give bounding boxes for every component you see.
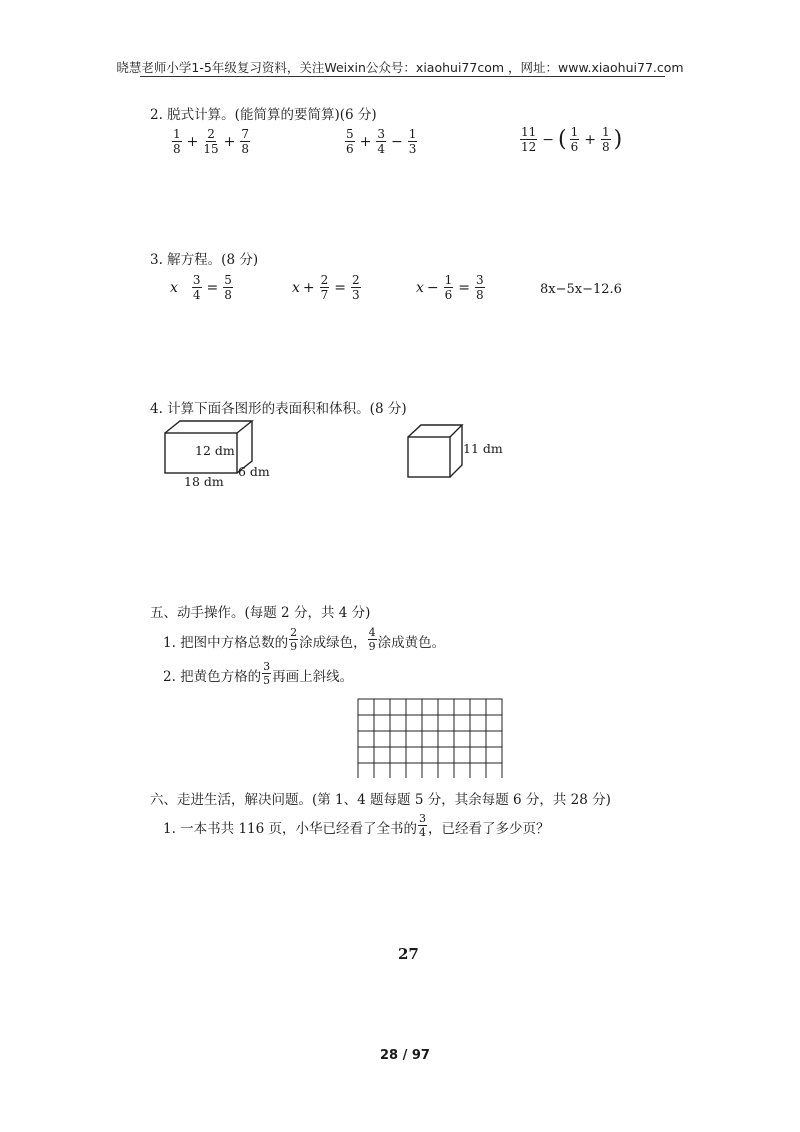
q3-eq-1: x $\frac{3}{4}$ = $\frac{5}{8}$ — [170, 273, 232, 302]
cuboid-length-label: 18 dm — [184, 474, 224, 489]
fraction: $\frac{5}{8}$ — [224, 273, 232, 302]
grid-cell[interactable] — [454, 699, 470, 715]
grid-cell[interactable] — [390, 699, 406, 715]
s5-item-2: 2. 把黄色方格的 $\frac{3}{5}$ 再画上斜线。 — [163, 660, 354, 687]
square-grid[interactable] — [357, 698, 505, 778]
s5-title: 五、动手操作。(每题 2 分，共 4 分) — [150, 605, 371, 621]
fraction: $\frac{1}{8}$ — [601, 125, 610, 154]
grid-cell[interactable] — [486, 747, 502, 763]
grid-cell[interactable] — [374, 747, 390, 763]
grid-cell[interactable] — [358, 699, 374, 715]
page-footer: 28 / 97 — [380, 1048, 430, 1063]
grid-cell[interactable] — [422, 763, 438, 778]
q2-title: 2. 脱式计算。(能简算的要简算)(6 分) — [150, 107, 377, 123]
grid-cell[interactable] — [406, 747, 422, 763]
cube-figure — [405, 422, 467, 482]
fraction: $\frac{5}{6}$ — [346, 127, 354, 156]
page-header: 晓慧老师小学1-5年级复习资料，关注Weixin公众号：xiaohui77com ，网址：www.xiaohui77.com — [116, 60, 684, 75]
q3-title: 3. 解方程。(8 分) — [150, 252, 259, 268]
grid-cell[interactable] — [390, 715, 406, 731]
grid-cell[interactable] — [470, 763, 486, 778]
grid-cell[interactable] — [486, 715, 502, 731]
grid-cell[interactable] — [406, 715, 422, 731]
grid-cell[interactable] — [470, 699, 486, 715]
grid-cell[interactable] — [406, 731, 422, 747]
grid-cell[interactable] — [358, 763, 374, 778]
grid-cell[interactable] — [438, 699, 454, 715]
fraction: $\frac{2}{7}$ — [320, 273, 329, 302]
header-rule — [140, 76, 665, 77]
cube-front-face — [408, 437, 450, 477]
grid-cell[interactable] — [470, 715, 486, 731]
grid-cell[interactable] — [390, 747, 406, 763]
grid-cell[interactable] — [454, 747, 470, 763]
grid-cell[interactable] — [422, 731, 438, 747]
q2-expr-1: $\frac{1}{8}$ + $\frac{2}{15}$ + $\frac{7}{8}$ — [173, 127, 250, 156]
grid-cell[interactable] — [486, 731, 502, 747]
grid-cell[interactable] — [374, 699, 390, 715]
grid-cell[interactable] — [358, 715, 374, 731]
fraction: $\frac{2}{15}$ — [203, 127, 219, 156]
grid-cell[interactable] — [374, 763, 390, 778]
cuboid-width-label: 6 dm — [238, 464, 270, 479]
q4-title: 4. 计算下面各图形的表面积和体积。(8 分) — [150, 401, 407, 417]
fraction: $\frac{1}{3}$ — [408, 127, 417, 156]
grid-cell[interactable] — [358, 731, 374, 747]
grid-cell[interactable] — [486, 763, 502, 778]
cuboid-height-label: 12 dm — [195, 443, 235, 458]
grid-cell[interactable] — [390, 763, 406, 778]
fraction: $\frac{3}{4}$ — [377, 127, 386, 156]
grid-cell[interactable] — [406, 699, 422, 715]
q3-eq-4: 8x−5x−12.6 — [540, 282, 622, 297]
grid-cell[interactable] — [438, 715, 454, 731]
grid-cell[interactable] — [422, 715, 438, 731]
cube-edge-label: 11 dm — [463, 441, 503, 456]
grid-cell[interactable] — [454, 763, 470, 778]
q3-eq-2: x + $\frac{2}{7}$ = $\frac{2}{3}$ — [292, 273, 360, 302]
fraction: $\frac{3}{8}$ — [476, 273, 484, 302]
page-number: 27 — [398, 945, 419, 963]
grid-cell[interactable] — [374, 731, 390, 747]
fraction: $\frac{7}{8}$ — [241, 127, 250, 156]
grid-cell[interactable] — [358, 747, 374, 763]
grid-cell[interactable] — [406, 763, 422, 778]
grid-cell[interactable] — [438, 731, 454, 747]
fraction: $\frac{3}{5}$ — [263, 660, 271, 687]
fraction: $\frac{1}{6}$ — [570, 125, 579, 154]
grid-cell[interactable] — [470, 731, 486, 747]
fraction: $\frac{2}{3}$ — [352, 273, 360, 302]
fraction: $\frac{11}{12}$ — [521, 125, 537, 154]
s6-title: 六、走进生活，解决问题。(第 1、4 题每题 5 分，其余每题 6 分，共 28 分) — [150, 792, 611, 808]
q2-expr-2: $\frac{5}{6}$ + $\frac{3}{4}$ − $\frac{1}{3}$ — [346, 127, 417, 156]
s6-item-1: 1. 一本书共 116 页，小华已经看了全书的 $\frac{3}{4}$ ，已经看了多少页？ — [163, 812, 550, 839]
fraction: $\frac{1}{6}$ — [444, 273, 453, 302]
q3-eq-3: x − $\frac{1}{6}$ = $\frac{3}{8}$ — [416, 273, 484, 302]
grid-cell[interactable] — [422, 699, 438, 715]
grid-cell[interactable] — [374, 715, 390, 731]
cuboid-top-face — [165, 421, 252, 433]
fraction: $\frac{4}{9}$ — [368, 626, 376, 653]
fraction: $\frac{1}{8}$ — [173, 127, 181, 156]
cube-side-face — [450, 425, 462, 477]
grid-cell[interactable] — [454, 715, 470, 731]
s5-item-1: 1. 把图中方格总数的 $\frac{2}{9}$ 涂成绿色， $\frac{4}{9}$ 涂成黄色。 — [163, 626, 446, 653]
grid-cell[interactable] — [422, 747, 438, 763]
cube-top-face — [408, 425, 462, 437]
grid-cell[interactable] — [470, 747, 486, 763]
grid-cell[interactable] — [390, 731, 406, 747]
grid-cell[interactable] — [486, 699, 502, 715]
grid-cell[interactable] — [438, 747, 454, 763]
q2-expr-3: $\frac{11}{12}$ − ( $\frac{1}{6}$ + $\frac{1}{8}$ ) — [521, 125, 623, 154]
grid-cell[interactable] — [438, 763, 454, 778]
fraction: $\frac{3}{4}$ — [192, 273, 201, 302]
grid-cell[interactable] — [454, 731, 470, 747]
fraction: $\frac{3}{4}$ — [419, 812, 427, 839]
fraction: $\frac{2}{9}$ — [290, 626, 298, 653]
